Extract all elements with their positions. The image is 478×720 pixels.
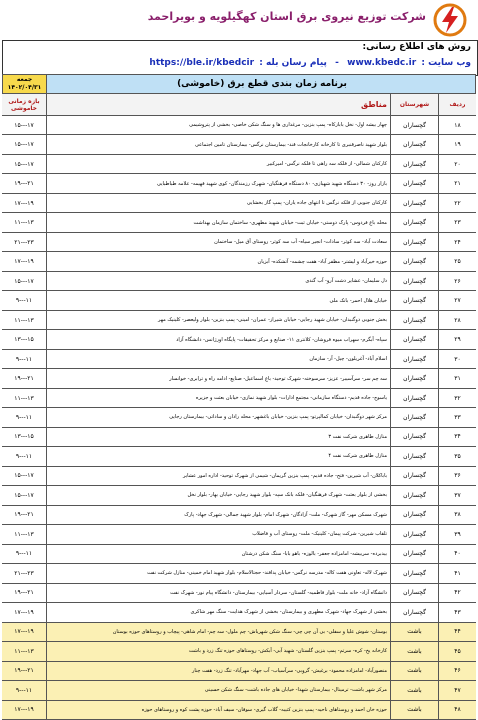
cell-area: بلوار شهید ناصرقنبری تا کارخانه کارخانجات قند- بیمارستان نرگس- بیمارستان تامین اجتماعی	[46, 135, 390, 153]
cell-num: ۳۹	[438, 525, 476, 543]
cell-city: گچساران	[390, 311, 438, 329]
cell-city: گچساران	[390, 135, 438, 153]
table-row	[2, 272, 476, 291]
cell-area: شهرک مسکن مهر- گاز شهرک- ملت- آزادگان- شهرک امام- بلوار شهید جمالی- شهرک جهاد- پارک	[46, 506, 390, 524]
cell-num: ۲۳	[438, 213, 476, 231]
table-row	[2, 564, 476, 583]
table-row	[2, 252, 476, 271]
cell-time: ۱۱---۱۳	[14, 530, 34, 538]
cell-area: اسلام آباد- آغریلون- چیل- آر- سازمان	[46, 350, 390, 368]
cell-area: مرکز شهر دوگنبدان- خیابان کمالپرتو- پمپ بنزین- خیابان باغشهر- محله رادان و ساداتی- بیمارستان رجایی	[46, 408, 390, 426]
cell-area: بازار روز- ۳۰ دستگاه شهید شهبازی- ۸۰ دستگاه فرهنگیان- شهرک رزمندگان- کوی شهید فهیمه- علامه طباطبایی	[46, 174, 390, 192]
company-name: شرکت توزیع نیروی برق استان کهگیلویه و بویراحمد	[147, 10, 426, 23]
cell-num: ۳۶	[438, 467, 476, 485]
cell-area: محله باغ فردوس- پارک دوستی- خیابان ثبت- خیابان شهید مطهری- ساختمان سازمان بهداشت	[46, 213, 390, 231]
cell-num: ۴۰	[438, 545, 476, 563]
table-row	[2, 584, 476, 603]
cell-time: ۹---۱۱	[15, 686, 33, 694]
cell-city: گچساران	[390, 467, 438, 485]
cell-city: باشت	[390, 681, 438, 699]
cell-area: کارکنان جنوبی از فلکه نرگس تا انتهای جاده یاران- پمپ گاز بخشایی	[46, 194, 390, 212]
table-row	[2, 662, 476, 681]
cell-time: ۱۵---۱۷	[14, 121, 34, 129]
table-row	[2, 642, 476, 661]
table-title-row	[2, 74, 476, 94]
cell-time: ۱۷---۱۹	[14, 706, 34, 714]
cell-area: منازل طاهری شرکت نفت ۴	[46, 447, 390, 465]
cell-time: ۱۹---۲۱	[14, 511, 34, 519]
cell-num: ۲۸	[438, 311, 476, 329]
cell-city: گچساران	[390, 330, 438, 348]
cell-time: ۹---۱۱	[15, 550, 33, 558]
table-row	[2, 428, 476, 447]
cell-num: ۴۴	[438, 623, 476, 641]
info-links: وب سایت : www.kbedc.ir - پیام رسان بله : https://ble.ir/kbedcir	[149, 58, 471, 68]
cell-time: ۱۹---۲۱	[14, 180, 34, 188]
table-row	[2, 291, 476, 310]
cell-city: گچساران	[390, 252, 438, 270]
date-value: ۱۴۰۲/۰۴/۳۱	[7, 84, 42, 91]
col-header-area: مناطق	[46, 94, 390, 115]
cell-num: ۲۲	[438, 194, 476, 212]
cell-city: گچساران	[390, 233, 438, 251]
cell-num: ۲۷	[438, 291, 476, 309]
cell-time: ۱۳---۱۵	[14, 336, 34, 344]
cell-num: ۱۸	[438, 116, 476, 134]
cell-city: گچساران	[390, 447, 438, 465]
cell-time: ۱۱---۱۳	[14, 647, 34, 655]
table-row	[2, 369, 476, 388]
table-row	[2, 135, 476, 154]
col-header-num: ردیف	[438, 94, 476, 115]
cell-num: ۲۴	[438, 233, 476, 251]
cell-time: ۲۱---۲۳	[14, 238, 34, 246]
header	[0, 0, 478, 40]
cell-city: گچساران	[390, 428, 438, 446]
cell-city: گچساران	[390, 174, 438, 192]
cell-city: گچساران	[390, 194, 438, 212]
cell-time: ۱۹---۲۱	[14, 667, 34, 675]
cell-num: ۴۷	[438, 681, 476, 699]
cell-num: ۳۱	[438, 369, 476, 387]
cell-time: ۱۷---۱۹	[14, 628, 34, 636]
col-header-city: شهرستان	[390, 94, 438, 115]
cell-city: گچساران	[390, 564, 438, 582]
cell-city: گچساران	[390, 155, 438, 173]
table-row	[2, 194, 476, 213]
table-row	[2, 116, 476, 135]
cell-area: چهار بیشه اول- نخل بابازکاه- پمپ بنزین- مرغداری ها و سنگ شکن خاصی- بخشی از پتروشیمی	[46, 116, 390, 134]
cell-num: ۳۷	[438, 486, 476, 504]
cell-time: ۱۵---۱۷	[14, 472, 34, 480]
cell-city: گچساران	[390, 389, 438, 407]
cell-num: ۴۸	[438, 701, 476, 719]
cell-area: سپاه- آبگرم- سهراب میوه فروشان- کلانتری ۱۱- صنایع و مرکز تحقیقات- پایگاه اورژانس- دانشگاه آزاد	[46, 330, 390, 348]
table-row	[2, 311, 476, 330]
cell-time: ۱۵---۱۷	[14, 491, 34, 499]
info-title: روش های اطلاع رسانی:	[362, 42, 471, 52]
table-row	[2, 408, 476, 427]
table-row	[2, 330, 476, 349]
cell-time: ۱۵---۱۷	[14, 277, 34, 285]
cell-area: حوزه خان احمد و روستاهای ناحیه- پمپ بنزین کتیبه- گلاب گیری- سوفان- سیف آباد- حوزه پشت کوه و روستاهای حوزه	[46, 701, 390, 719]
cell-time: ۱۷---۱۹	[14, 199, 34, 207]
table-row	[2, 467, 476, 486]
cell-num: ۴۱	[438, 564, 476, 582]
cell-num: ۳۲	[438, 389, 476, 407]
cell-city: گچساران	[390, 545, 438, 563]
col-header-time: بازه زمانی خاموشی	[8, 97, 40, 112]
date-day: جمعه	[16, 76, 33, 83]
cell-city: گچساران	[390, 584, 438, 602]
cell-area: یاسوج- جاده قدیم- دستگاه سازمانی- مجتمع ادارات- بلوار شهید نمازی- خیابان بعثت و جزیره	[46, 389, 390, 407]
cell-time: ۱۷---۱۹	[14, 258, 34, 266]
table-row	[2, 350, 476, 369]
cell-num: ۳۴	[438, 428, 476, 446]
cell-num: ۱۹	[438, 135, 476, 153]
cell-area: سه چم سر- سرآسیبر- عزیز- سرسوخته- شهرک توحید- باغ اسماعیل- صنایع- ادامه راه و ترابری- خوانسار	[46, 369, 390, 387]
cell-city: گچساران	[390, 486, 438, 504]
cell-time: ۹---۱۱	[15, 413, 33, 421]
cell-time: ۱۵---۱۷	[14, 141, 34, 149]
table-row	[2, 155, 476, 174]
cell-time: ۱۹---۲۱	[14, 589, 34, 597]
cell-area: حوزه خیرآباد و لیشتر- مظفر آباد- هفت چشمه- آتشکده- آبزیان	[46, 252, 390, 270]
cell-area: کارکنان شمالی- از فلکه سه راهی تا فلکه نرگس- امیرکبیر	[46, 155, 390, 173]
cell-city: گچساران	[390, 408, 438, 426]
cell-num: ۴۵	[438, 642, 476, 660]
cell-area: تلقاب شیرین- شرکت پیمان- کلینیک- ملت- روستای آب و فاضلاب	[46, 525, 390, 543]
cell-area: شهرک لاله- تعاونی هفت کاله- مدرسه نرگس- خیابان پدافند- حجتالاسلام- بلوار شهید امام خمینی- منازل شرکت نفت	[46, 564, 390, 582]
table-row	[2, 389, 476, 408]
table-row	[2, 603, 476, 622]
cell-time: ۲۱---۲۳	[14, 569, 34, 577]
cell-area: بخش جنوبی دوگنبدان- خیابان شهید رجایی- خیابان شیراز- عمران- امینی- پمپ بنزین- بلوار ولیعصر- کلینیک مهر	[46, 311, 390, 329]
table-row	[2, 623, 476, 642]
bale-link[interactable]: https://ble.ir/kbedcir	[149, 58, 255, 68]
company-logo	[432, 2, 468, 38]
table-row	[2, 681, 476, 700]
notification-methods	[2, 40, 478, 76]
cell-area: دل سلیمان- عشایر دشت آرو- آب گندی	[46, 272, 390, 290]
cell-city: باشت	[390, 662, 438, 680]
cell-city: گچساران	[390, 506, 438, 524]
cell-num: ۲۰	[438, 155, 476, 173]
cell-area: مرکز شهر باشت- ترمینال- بیمارستان شهدا- خیابان های جاده باشت- سنگ شکن حسینی	[46, 681, 390, 699]
cell-city: باشت	[390, 701, 438, 719]
table-row	[2, 233, 476, 252]
table-row	[2, 213, 476, 232]
cell-city: باشت	[390, 623, 438, 641]
cell-num: ۲۹	[438, 330, 476, 348]
cell-city: گچساران	[390, 603, 438, 621]
cell-time: ۱۱---۱۳	[14, 394, 34, 402]
cell-city: گچساران	[390, 116, 438, 134]
schedule-table	[2, 74, 476, 720]
table-title: برنامه زمان بندی قطع برق (خاموشی)	[177, 79, 347, 89]
cell-time: ۱۱---۱۳	[14, 219, 34, 227]
bale-label: پیام رسان بله :	[259, 58, 327, 68]
cell-area: باباکلان- آب شیرین- فتح- جاده قدیم- پمپ بنزین گریمان- شیمی از شهرک توحید- اداره امور عشایر	[46, 467, 390, 485]
cell-time: ۱۳---۱۵	[14, 433, 34, 441]
table-row	[2, 447, 476, 466]
cell-city: گچساران	[390, 272, 438, 290]
cell-num: ۲۵	[438, 252, 476, 270]
website-link[interactable]: www.kbedc.ir	[347, 58, 417, 68]
table-row	[2, 545, 476, 564]
cell-time: ۹---۱۱	[15, 355, 33, 363]
cell-area: بیدبرده- سربیشه- امامزاده جعفر- بالوزه- باهو بابا- سنگ شکن درشتان	[46, 545, 390, 563]
cell-time: ۱۹---۲۱	[14, 375, 34, 383]
cell-area: بخشی از بلوار بعثت- شهرک فرهنگیان- فلکه بانک سپه- بلوار شهید رجایی- خیابان بهار- بلوار نخل	[46, 486, 390, 504]
cell-num: ۴۲	[438, 584, 476, 602]
cell-area: منازل طاهری شرکت نفت ۳	[46, 428, 390, 446]
cell-area: بوستان- شوش علیا و سفلی- بی آن چی چی- سنگ شکن شهرباش- چم ملول- سه چم- امام شاهی- پیچاب و روستاهای حوزه بوستان	[46, 623, 390, 641]
cell-num: ۳۸	[438, 506, 476, 524]
table-row	[2, 701, 476, 720]
cell-city: گچساران	[390, 350, 438, 368]
cell-area: خیابان هلال احمر- بانک ملی	[46, 291, 390, 309]
cell-num: ۲۶	[438, 272, 476, 290]
table-row	[2, 486, 476, 505]
table-row	[2, 506, 476, 525]
table-row	[2, 525, 476, 544]
date-badge	[3, 75, 47, 93]
cell-time: ۹---۱۱	[15, 452, 33, 460]
cell-time: ۱۵---۱۷	[14, 160, 34, 168]
cell-num: ۳۳	[438, 408, 476, 426]
cell-area: سعادت آباد- سه کوثر- سادات- انجیر سیاه- آب سه کوثر- روستای آق میل- ساختمان	[46, 233, 390, 251]
cell-time: ۹---۱۱	[15, 297, 33, 305]
cell-area: منصورآباد- امامزاده محمود- برغیش- گروبی- سرآسیاب- آب جهاد- مهرآباد- تنگ زرد- هفت چنار	[46, 662, 390, 680]
cell-area: کارخانه یخ- کره- سرتم- پمپ بنزین گلستان- شهید آبی- آبکش- روستاهای حوزه تنگ زرد و باشت	[46, 642, 390, 660]
table-row	[2, 174, 476, 193]
cell-area: دانشگاه آزاد- خانه ملت- بلوار فاطمیه- گلستان- سردار آسیایی- بیمارستان- دانشگاه پیام نور- شهرک نفت	[46, 584, 390, 602]
cell-city: گچساران	[390, 369, 438, 387]
cell-num: ۳۵	[438, 447, 476, 465]
cell-num: ۳۰	[438, 350, 476, 368]
cell-city: باشت	[390, 642, 438, 660]
table-header-row	[2, 94, 476, 116]
cell-city: گچساران	[390, 525, 438, 543]
cell-num: ۲۱	[438, 174, 476, 192]
cell-time: ۱۱---۱۳	[14, 316, 34, 324]
cell-time: ۱۷---۱۹	[14, 608, 34, 616]
cell-num: ۴۶	[438, 662, 476, 680]
cell-area: بخشی از شهرک جهاد- شهرک مطهری و بیمارستان- بخشی از شهرک هدایت- سنگ مهر شاکری	[46, 603, 390, 621]
cell-num: ۴۳	[438, 603, 476, 621]
cell-city: گچساران	[390, 291, 438, 309]
website-label: وب سایت :	[421, 58, 471, 68]
cell-city: گچساران	[390, 213, 438, 231]
